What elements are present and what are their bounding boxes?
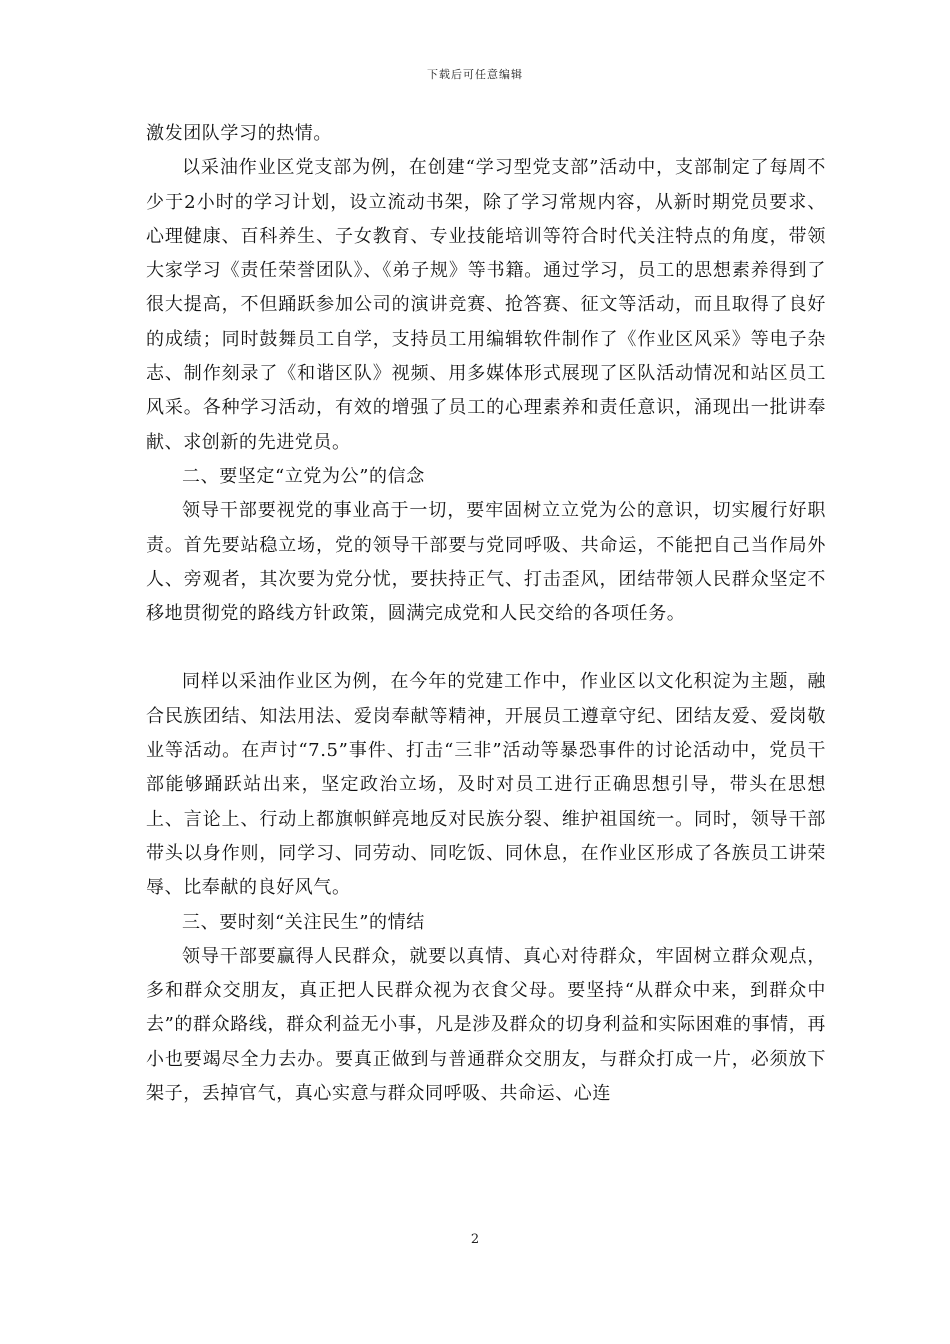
document-body: [146, 117, 826, 1111]
page-number: 2: [470, 1232, 480, 1247]
section-heading-2: 二、要坚定“立党为公”的信念: [182, 465, 425, 487]
paragraph-party-building-example: 同样以采油作业区为例，在今年的党建工作中，作业区以文化积淀为主题，融合民族团结、知法用法、爱岗奉献等精神，开展员工遵章守纪、团结友爱、爱岗敬业等活动。在声讨“7.5”事件、打击“三非”活动等暴恐事件的讨论活动中，党员干部能够踊跃站出来，坚定政治立场，及时对员工进行正确思想引导，带头在思想上、言论上、行动上都旗帜鲜亮地反对民族分裂、维护祖国统一。同时，领导干部带头以身作则，同学习、同劳动、同吃饭、同休息，在作业区形成了各族员工讲荣辱、比奉献的良好风气。: [146, 671, 826, 899]
paragraph-study-example: 以采油作业区党支部为例，在创建“学习型党支部”活动中，支部制定了每周不少于2小时的学习计划，设立流动书架，除了学习常规内容，从新时期党员要求、心理健康、百科养生、子女教育、专业技能培训等符合时代关注特点的角度，带领大家学习《责任荣誉团队》、《弟子规》等书籍。通过学习，员工的思想素养得到了很大提高，不但踊跃参加公司的演讲竞赛、抢答赛、征文等活动，而且取得了良好的成绩；同时鼓舞员工自学，支持员工用编辑软件制作了《作业区风采》等电子杂志、制作刻录了《和谐区队》视频、用多媒体形式展现了区队活动情况和站区员工风采。各种学习活动，有效的增强了员工的心理素养和责任意识，涌现出一批讲奉献、求创新的先进党员。: [146, 157, 826, 453]
paragraph-people-livelihood: 领导干部要赢得人民群众，就要以真情、真心对待群众，牢固树立群众观点，多和群众交朋友，真正把人民群众视为衣食父母。要坚持“从群众中来，到群众中去”的群众路线，群众利益无小事，凡是涉及群众的切身利益和实际困难的事情，再小也要竭尽全力去办。要真正做到与普通群众交朋友，与群众打成一片，必须放下架子，丢掉官气，真心实意与群众同呼吸、共命运、心连: [146, 945, 826, 1105]
paragraph-leadership-duty: 领导干部要视党的事业高于一切，要牢固树立立党为公的意识，切实履行好职责。首先要站稳立场，党的领导干部要与党同呼吸、共命运，不能把自己当作局外人、旁观者，其次要为党分忧，要扶持正气、打击歪风，团结带领人民群众坚定不移地贯彻党的路线方针政策，圆满完成党和人民交给的各项任务。: [146, 500, 826, 625]
section-heading-3: 三、要时刻“关注民生”的情结: [182, 911, 425, 933]
paragraph-continuation: 激发团队学习的热情。: [146, 123, 332, 144]
page-header-note: 下载后可任意编辑: [427, 68, 523, 81]
